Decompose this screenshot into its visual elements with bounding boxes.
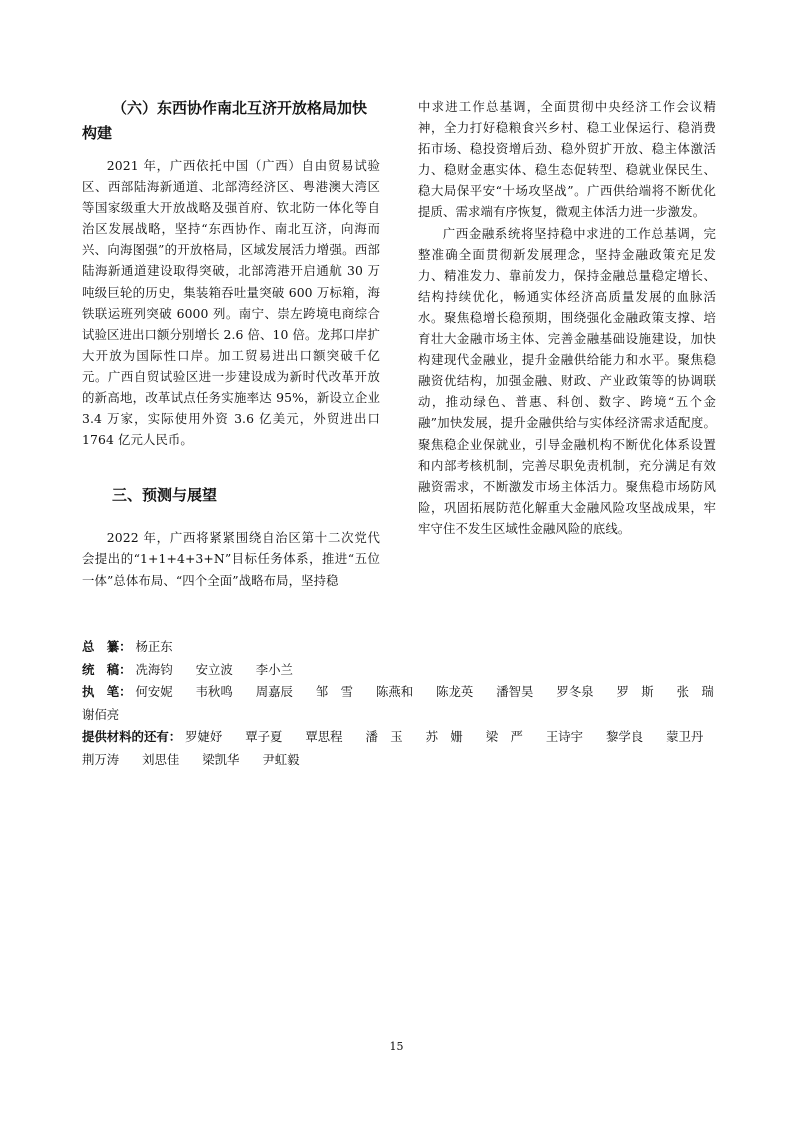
credit-name: 邹 雪 <box>315 684 354 699</box>
paragraph-2022-outlook: 2022 年，广西将紧紧围绕自治区第十二次党代会提出的“1+1+4+3+N”目标任务体系，推进“五位一体”总体布局、“四个全面”战略布局，坚持稳 <box>82 530 380 588</box>
credit-label: 执 笔： <box>82 684 132 699</box>
credit-line-coordinators <box>82 659 716 682</box>
credit-name: 罗冬泉 <box>556 684 594 699</box>
paragraph-finance-outlook: 广西金融系统将坚持稳中求进的工作总基调，完整准确全面贯彻新发展理念，坚持金融政策充足发力、精准发力、靠前发力，保持金融总量稳定增长、结构持续优化，畅通实体经济高质量发展的血脉活水。聚焦稳增长稳预期，围绕强化金融政策支撑、培育壮大金融市场主体、完善金融基础设施建设，加快构建现代金融业，提升金融供给能力和水平。聚焦稳融资优结构，加强金融、财政、产业政策等的协调联动，推动绿色、普惠、科创、数字、跨境“五个金融”加快发展，提升金融供给与实体经济需求适配度。聚焦稳企业保就业，引导金融机构不断优化体系设置和内部考核机制，完善尽职免责机制，充分满足有效融资需求，不断激发市场主体活力。聚焦稳市场防风险，巩固拓展防范化解重大金融风险攻坚战成果，牢牢守住不发生区域性金融风险的底线。 <box>418 225 716 536</box>
credit-line-contributors-cont <box>82 749 716 772</box>
credits-block <box>82 636 716 771</box>
credit-name: 潘 玉 <box>365 729 403 744</box>
credit-name: 梁凯华 <box>202 751 240 767</box>
credit-line-contributors <box>82 726 716 749</box>
credit-name: 周嘉辰 <box>255 684 293 699</box>
credit-label: 总 纂： <box>82 639 132 654</box>
credit-line-writers-cont <box>82 704 716 727</box>
credit-line-writers <box>82 681 716 704</box>
credit-name: 覃思程 <box>305 729 343 744</box>
page-number: 15 <box>389 1040 404 1053</box>
credit-name: 陈龙英 <box>436 684 474 699</box>
credit-name: 罗 斯 <box>616 684 654 699</box>
credit-name: 荆万涛 <box>82 751 120 767</box>
credit-name: 梁 严 <box>485 729 523 744</box>
credit-name: 黎学良 <box>605 729 644 744</box>
subsection-title: （六）东西协作南北互济开放格局加快构建 <box>82 99 368 142</box>
credit-name: 覃子夏 <box>245 729 283 744</box>
credit-name: 苏 姗 <box>425 729 463 744</box>
credit-name: 潘智昊 <box>496 684 534 699</box>
right-column <box>418 96 716 539</box>
credit-name: 张 瑞 <box>676 684 714 699</box>
left-column <box>82 96 380 591</box>
credit-name: 韦秋鸣 <box>195 684 233 699</box>
paragraph-2021-review: 2021 年，广西依托中国（广西）自由贸易试验区、西部陆海新通道、北部湾经济区、粤港澳大湾区等国家级重大开放战略及强首府、钦北防一体化等自治区发展战略，坚持“东西协作、南北互济，向海而兴、向海图强”的开放格局，区域发展活力增强。西部陆海新通道建设取得突破，北部湾港开启通航 30 万吨级巨轮的历史，集装箱吞吐量突破 600 万标箱，海铁联运班列突破 6000 列。南宁、崇左跨境电商综合试验区进出口额分别增长 2.6 倍、10 倍。龙邦口岸扩大开放为国际性口岸。加工贸易进出口额突破千亿元。广西自贸试验区进一步建设成为新时代改革开放的新高地，改革试点任务实施率达 95%，新设立企业 3.4 万家，实际使用外资 3.6 亿美元，外贸进出口 1764 亿元人民币。 <box>82 158 380 448</box>
credit-name: 杨正东 <box>135 639 173 654</box>
paragraph-2022-outlook-continued: 中求进工作总基调，全面贯彻中央经济工作会议精神，全力打好稳粮食兴乡村、稳工业保运行、稳消费拓市场、稳投资增后劲、稳外贸扩开放、稳主体激活力、稳财金惠实体、稳生态促转型、稳就业保民生、稳大局保平安“十场攻坚战”。广西供给端将不断优化提质、需求端有序恢复，微观主体活力进一步激发。 <box>418 99 716 220</box>
credit-name: 尹虹毅 <box>262 751 300 767</box>
credit-name: 陈燕和 <box>376 684 414 699</box>
credit-name: 王诗宇 <box>545 729 583 744</box>
credit-name: 刘思佳 <box>142 751 180 767</box>
credit-name: 安立波 <box>195 661 233 677</box>
section-title: 三、预测与展望 <box>112 486 218 505</box>
credit-line-chief-editor <box>82 636 716 659</box>
credit-label: 统 稿： <box>82 661 132 677</box>
credit-name: 何安妮 <box>135 684 173 699</box>
credit-name: 罗婕妤 <box>185 729 223 744</box>
credit-label: 提供材料的还有： <box>82 729 182 744</box>
credit-name: 李小兰 <box>255 661 293 677</box>
credit-name: 谢佰亮 <box>82 706 120 722</box>
credit-name: 冼海钧 <box>135 661 173 677</box>
credit-name: 蒙卫丹 <box>666 729 704 744</box>
